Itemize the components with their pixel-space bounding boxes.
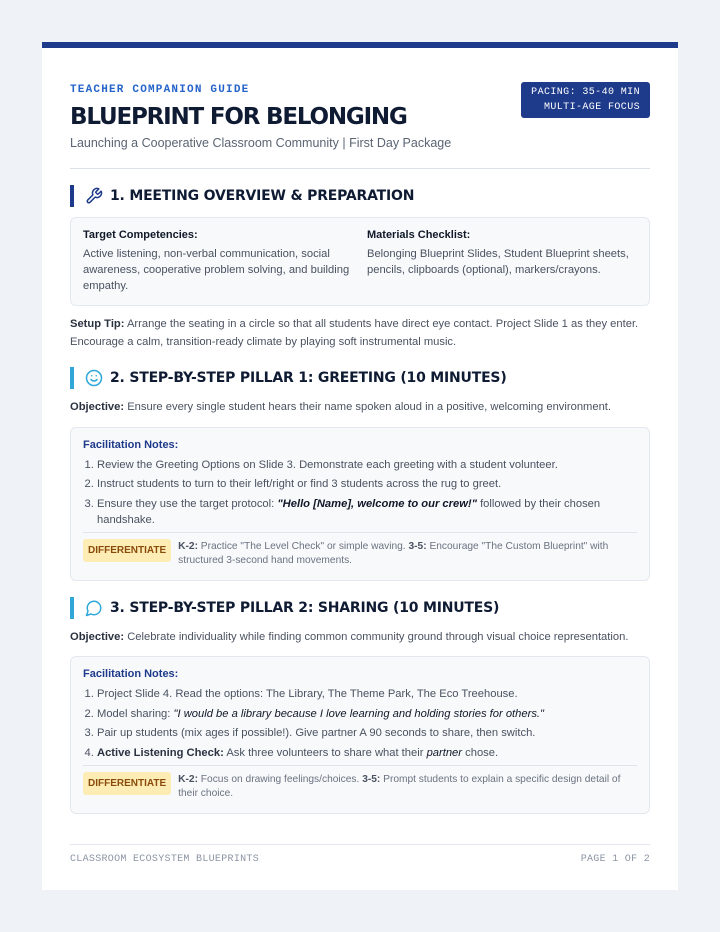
step-text: followed by their chosen handshake. bbox=[97, 497, 601, 526]
materials-column bbox=[367, 229, 637, 294]
differentiate-badge: DIFFERENTIATE bbox=[83, 772, 171, 795]
materials-body: Belonging Blueprint Slides, Student Blueprint sheets, pencils, clipboards (optional), markers/crayons. bbox=[367, 248, 629, 276]
page-footer bbox=[70, 844, 650, 865]
header-divider bbox=[70, 168, 650, 169]
step-text: Model sharing: bbox=[97, 707, 174, 720]
guide-page bbox=[42, 42, 678, 890]
greeting-objective-label: Objective: bbox=[70, 401, 125, 413]
k2-label: K-2: bbox=[178, 773, 198, 785]
overview-card bbox=[70, 217, 650, 306]
pacing-duration: PACING: 35-40 MIN bbox=[531, 87, 640, 98]
page-number: PAGE 1 OF 2 bbox=[580, 854, 650, 865]
section-1-heading bbox=[70, 185, 650, 207]
active-listening-label: Active Listening Check: bbox=[97, 746, 224, 759]
greeting-objective bbox=[70, 399, 650, 417]
section-3-title: 3. STEP-BY-STEP PILLAR 2: SHARING (10 MINUTES) bbox=[110, 599, 500, 616]
sharing-notes-title: Facilitation Notes: bbox=[83, 668, 179, 680]
competencies-body: Active listening, non-verbal communication, social awareness, cooperative problem solving, and building empathy. bbox=[83, 248, 350, 292]
greeting-objective-text: Ensure every single student hears their name spoken aloud in a positive, welcoming environment. bbox=[124, 401, 612, 413]
partner-emphasis: partner bbox=[426, 746, 463, 759]
sharing-objective bbox=[70, 629, 650, 647]
section-2-title: 2. STEP-BY-STEP PILLAR 1: GREETING (10 MINUTES) bbox=[110, 370, 507, 386]
k2-text: Focus on drawing feelings/choices. bbox=[197, 773, 363, 785]
k2-label: K-2: bbox=[178, 540, 198, 552]
setup-tip-text: Arrange the seating in a circle so that all students have direct eye contact. Project Slide 1 as they enter. Encourage a calm, transition-ready climate by playing soft instrumental music. bbox=[70, 318, 639, 348]
footer-series-name: CLASSROOM ECOSYSTEM BLUEPRINTS bbox=[70, 854, 260, 865]
setup-tip-label: Setup Tip: bbox=[70, 318, 125, 330]
step-text: Ensure they use the target protocol: bbox=[97, 497, 278, 510]
section-3-heading bbox=[70, 597, 650, 619]
list-item: 3. Pair up students (mix ages if possible!). Give partner A 90 seconds to share, then switch. bbox=[97, 725, 637, 741]
competencies-column bbox=[83, 229, 353, 294]
greeting-steps bbox=[83, 457, 637, 528]
model-sharing-quote: "I would be a library because I love learning and holding stories for others." bbox=[173, 707, 545, 720]
greeting-notes-card bbox=[70, 427, 650, 581]
list-item bbox=[97, 706, 637, 722]
section-1-title: 1. MEETING OVERVIEW & PREPARATION bbox=[110, 188, 415, 204]
competencies-title: Target Competencies: bbox=[83, 229, 198, 241]
grade35-text: Encourage "The Custom Blueprint" with structured 3-second hand movements. bbox=[178, 540, 609, 566]
wrench-icon bbox=[84, 186, 104, 206]
section-2-heading bbox=[70, 367, 650, 389]
differentiate-text bbox=[178, 772, 637, 802]
sharing-steps bbox=[83, 686, 637, 761]
greeting-protocol-quote: "Hello [Name], welcome to our crew!" bbox=[277, 497, 477, 510]
k2-text: Practice "The Level Check" or simple waving. bbox=[197, 540, 409, 552]
grade35-text: Prompt students to explain a specific design detail of their choice. bbox=[178, 773, 621, 799]
eyebrow-label: TEACHER COMPANION GUIDE bbox=[70, 84, 250, 96]
sharing-objective-text: Celebrate individuality while finding common community ground through visual choice representation. bbox=[124, 630, 629, 643]
list-item: 1. Review the Greeting Options on Slide 3. Demonstrate each greeting with a student volunteer. bbox=[97, 457, 637, 473]
greeting-notes-title: Facilitation Notes: bbox=[83, 438, 179, 451]
greeting-differentiate bbox=[83, 532, 637, 569]
list-item: 1. Project Slide 4. Read the options: The Library, The Theme Park, The Eco Treehouse. bbox=[97, 686, 637, 702]
setup-tip bbox=[70, 316, 650, 351]
sharing-differentiate bbox=[83, 765, 637, 802]
pacing-badge bbox=[521, 82, 650, 118]
step-text: Ask three volunteers to share what their bbox=[223, 746, 427, 759]
list-item bbox=[97, 745, 637, 761]
sharing-notes-card bbox=[70, 656, 650, 814]
pacing-focus: MULTI-AGE FOCUS bbox=[543, 102, 640, 113]
differentiate-badge: DIFFERENTIATE bbox=[83, 539, 171, 562]
grade35-label: 3-5: bbox=[408, 540, 427, 552]
differentiate-text bbox=[178, 539, 637, 569]
list-item: 2. Instruct students to turn to their left/right or find 3 students across the rug to greet. bbox=[97, 476, 637, 492]
page-subtitle: Launching a Cooperative Classroom Community | First Day Package bbox=[70, 136, 452, 150]
speech-bubble-icon bbox=[84, 598, 104, 618]
grade35-label: 3-5: bbox=[362, 773, 381, 785]
sharing-objective-label: Objective: bbox=[70, 630, 125, 643]
smiley-icon bbox=[84, 368, 104, 388]
page-title: BLUEPRINT FOR BELONGING bbox=[70, 104, 407, 130]
step-text: chose. bbox=[462, 746, 499, 759]
materials-title: Materials Checklist: bbox=[367, 229, 471, 241]
list-item bbox=[97, 496, 637, 528]
